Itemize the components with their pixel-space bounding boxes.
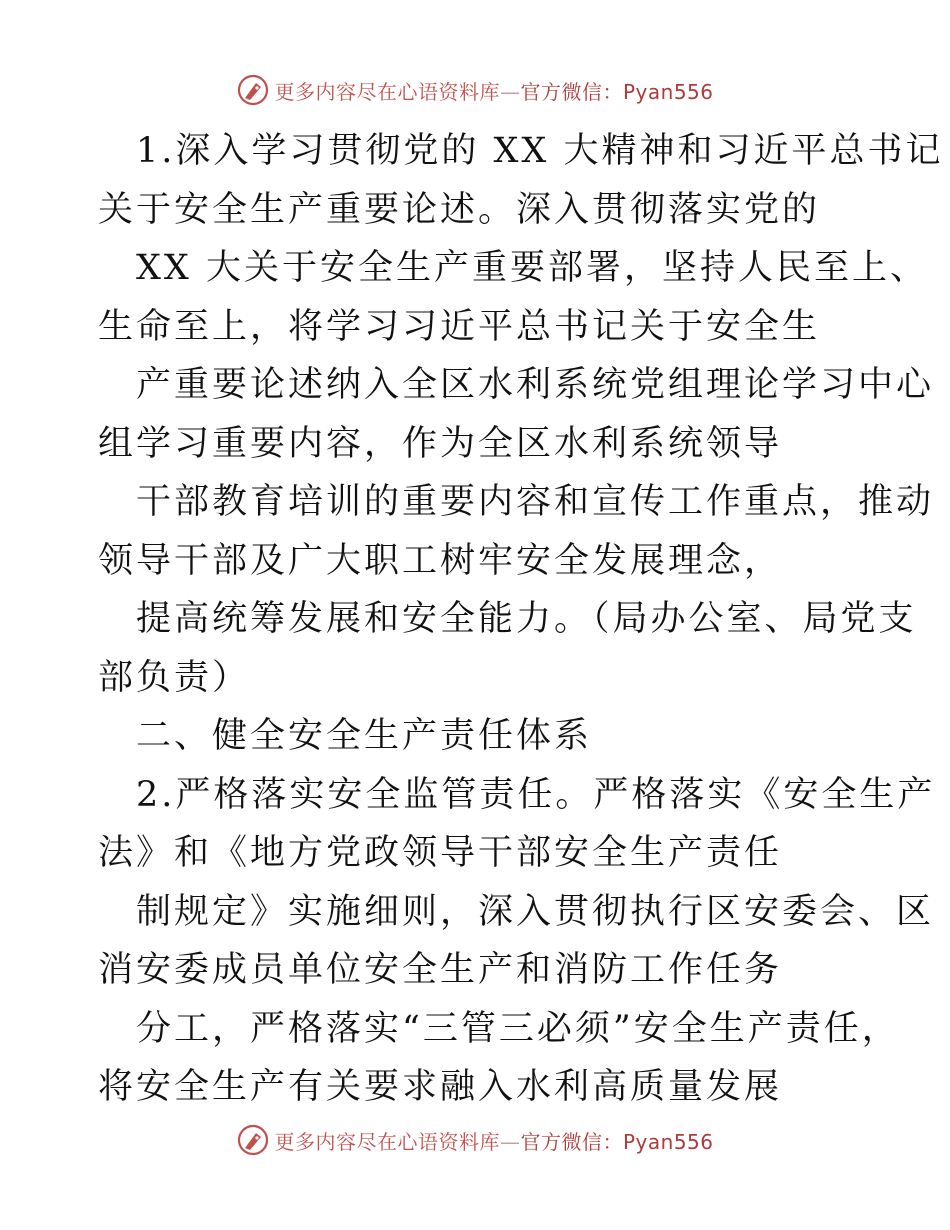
text-line: 提高统筹发展和安全能力。（局办公室、局党支: [136, 599, 917, 639]
text-line: 组学习重要内容，作为全区水利系统领导: [98, 423, 783, 464]
text-line: 产重要论述纳入全区水利系统党组理论学习中心: [136, 365, 935, 405]
text-line: 法》和《地方党政领导干部安全生产责任: [98, 833, 783, 873]
text-line: 制规定》实施细则，深入贯彻执行区安委会、区: [136, 891, 935, 932]
pen-nib-logo-icon: [236, 73, 270, 107]
text-line: 1.深入学习贯彻党的 XX 大精神和习近平总书记: [136, 131, 944, 171]
text-line: 关于安全生产重要论述。深入贯彻落实党的: [98, 189, 821, 230]
watermark-footer: [0, 1120, 950, 1160]
watermark-text: [274, 1126, 713, 1155]
watermark-site-text: 更多内容尽在心语资料库: [274, 1129, 500, 1154]
watermark-wechat-id: Pyan556: [622, 1129, 714, 1154]
text-line: 领导干部及广大职工树牢安全发展理念，: [98, 540, 783, 581]
text-line: 分工，严格落实“三管三必须”安全生产责任，: [136, 1008, 900, 1049]
watermark-text: [274, 76, 713, 105]
text-line: XX 大关于安全生产重要部署，坚持人民至上、: [136, 248, 928, 288]
text-line: 将安全生产有关要求融入水利高质量发展: [98, 1067, 783, 1107]
watermark-wechat-id: Pyan556: [622, 79, 714, 104]
watermark-wechat-label: 官方微信：: [520, 79, 623, 104]
text-line: 消安委成员单位安全生产和消防工作任务: [98, 950, 783, 990]
document-body: [98, 122, 944, 1117]
section-heading: 二、健全安全生产责任体系: [136, 716, 593, 756]
watermark-wechat-label: 官方微信：: [520, 1129, 623, 1154]
pen-nib-logo-icon: [236, 1123, 270, 1157]
text-line: 2.严格落实安全监管责任。严格落实《安全生产: [136, 774, 936, 815]
watermark-header: [0, 70, 950, 110]
watermark-dash: —: [499, 1129, 521, 1154]
watermark-site-text: 更多内容尽在心语资料库: [274, 79, 500, 104]
text-line: 干部教育培训的重要内容和宣传工作重点，推动: [136, 482, 935, 522]
watermark-dash: —: [499, 79, 521, 104]
text-line: 生命至上，将学习习近平总书记关于安全生: [98, 306, 821, 347]
text-line: 部负责）: [98, 657, 251, 698]
